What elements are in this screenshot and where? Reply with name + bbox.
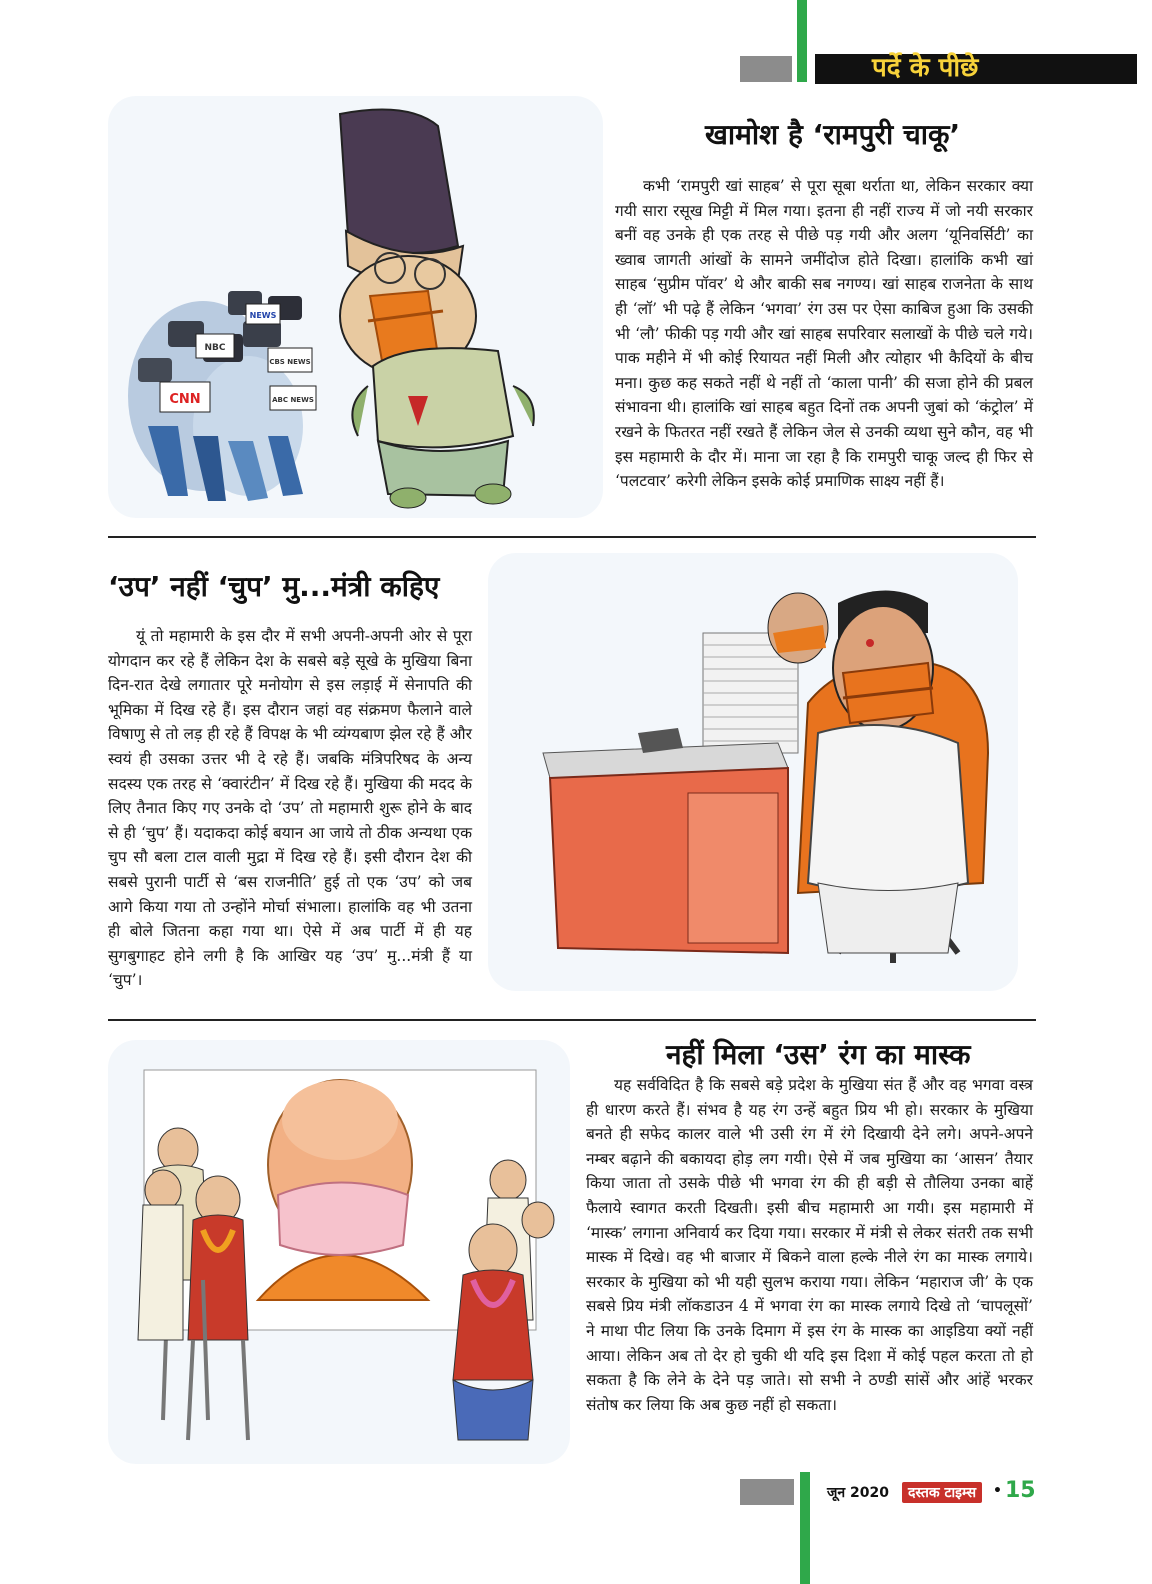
article-1-title: खामोश है ‘रामपुरी चाकू’	[705, 118, 961, 151]
background-man	[768, 593, 828, 663]
figure-khan	[340, 110, 534, 508]
header-green-bar	[797, 0, 807, 82]
footer-separator: •	[993, 1483, 1002, 1499]
cartoon-panel-3	[108, 1040, 570, 1464]
article-2-title: ‘उप’ नहीं ‘चुप’ मु...मंत्री कहिए	[108, 570, 440, 603]
article-1-body: कभी ‘रामपुरी खां साहब’ से पूरा सूबा थर्राता था, लेकिन सरकार क्या गयी सारा रसूख मिट्टी में मिल गया। इतना ही नहीं राज्य में जो नयी सरकार बनीं वह उनके ही एक तरह से पीछे पड़ गयी और अलग ‘यूनिवर्सिटी’ का ख्वाब जागती आंखों के सामने जमींदोज होते दिखा। हालांकि कभी खां साहब ‘सुप्रीम पॉवर’ थे और बाकी सब नगण्य। खां साहब राजनेता के साथ ही ‘लॉ’ भी पढ़े हैं लेकिन ‘भगवा’ रंग उस पर ऐसा काबिज हुआ कि उसकी भी ‘लौ’ फीकी पड़ गयी और खां साहब सपरिवार सलाखों के पीछे चले गये। पाक महीने में भी कोई रियायत नहीं मिली और त्योहार भी कैदियों के बीच मना। कुछ कह सकते नहीं थे नहीं तो ‘काला पानी’ की सजा होने की प्रबल संभावना थी। हालांकि खां साहब बहुत दिनों तक अपनी जुबां को ‘कंट्रोल’ में रखने के फितरत नहीं रखते हैं लेकिन जेल से उनकी व्यथा सुने कौन, वह भी इस महामारी के दौर में। माना जा रहा है कि रामपुरी चाकू जल्द ही फिर से ‘पलटवार’ करेगी लेकिन इसके कोई प्रमाणिक साक्ष्य नहीं हैं।	[615, 177, 1033, 491]
article-3-title: नहीं मिला ‘उस’ रंग का मास्क	[666, 1038, 971, 1071]
article-2-body: यूं तो महामारी के इस दौर में सभी अपनी-अपनी ओर से पूरा योगदान कर रहे हैं लेकिन देश के सबसे बड़े सूखे के मुखिया बिना दिन-रात देखे लगातार पूरे मनोयोग से इस लड़ाई में सेनापति की भूमिका में दिख रहे हैं। इस दौरान जहां वह संक्रमण फैलाने वाले विषाणु से तो लड़ ही रहे हैं विपक्ष के भी व्यंग्यबाण झेल रहे हैं और स्वयं ही उसका उत्तर भी दे रहे हैं। जबकि मंत्रिपरिषद के अन्य सदस्य एक तरह से ‘क्वारंटीन’ में दिख रहे हैं। मुखिया की मदद के लिए तैनात किए गए उनके दो ‘उप’ तो महामारी शुरू होने के बाद से ही ‘चुप’ हैं। यदाकदा कोई बयान आ जाये तो ठीक अन्यथा एक चुप सौ बला टाल वाली मुद्रा में दिख रहे हैं। इसी दौरान देश की सबसे पुरानी पार्टी से ‘बस राजनीति’ हुई तो एक ‘उप’ को जब आगे किया गया तो उन्होंने मोर्चा संभाला। हालांकि वह भी उतना ही बोले जितना कहा गया था। ऐसे में अब पार्टी में ही यह सुगबुगाहट होने लगी है कि आखिर यह ‘उप’ मु...मंत्री हैं या ‘चुप’।	[108, 627, 472, 990]
footer-green-bar	[800, 1472, 810, 1584]
news-label: NEWS	[249, 311, 277, 320]
cartoon-panel-1	[108, 96, 603, 518]
cartoon-mask-illustration	[108, 1040, 570, 1464]
media-crowd	[128, 291, 316, 501]
desk	[543, 728, 788, 953]
cartoon-rampuri-illustration	[108, 96, 603, 518]
nbc-label: NBC	[204, 343, 226, 353]
divider-2	[108, 1019, 1036, 1021]
abc-label: ABC NEWS	[272, 396, 314, 404]
page-number: 15	[1005, 1478, 1036, 1503]
section-title: पर्दे के पीछे	[872, 53, 979, 83]
header-gray-block	[740, 56, 792, 82]
cnn-label: CNN	[169, 392, 201, 407]
cartoon-panel-2	[488, 553, 1018, 991]
footer-brand: दस्तक टाइम्स	[902, 1482, 982, 1503]
divider-1	[108, 536, 1036, 538]
cbs-label: CBS NEWS	[269, 358, 311, 366]
cartoon-deputy-illustration	[488, 553, 1018, 991]
footer-issue: जून 2020	[827, 1485, 889, 1501]
article-3-body: यह सर्वविदित है कि सबसे बड़े प्रदेश के मुखिया संत हैं और वह भगवा वस्त्र ही धारण करते हैं। संभव है यह रंग उन्हें बहुत प्रिय भी हो। सरकार के मुखिया बनते ही सफेद कालर वाले भी उसी रंग में रंगे दिखायी देने लगे। अपने-अपने नम्बर बढ़ाने की बकायदा होड़ लग गयी। ऐसे में जब मुखिया का ‘आसन’ तैयार किया जाता तो उसके पीछे भी भगवा रंग की ही बड़ी से तौलिया उनका बाहें फैलाये स्वागत करती दिखती। इसी बीच महामारी आ गयी। इस महामारी में ‘मास्क’ लगाना अनिवार्य कर दिया गया। सरकार में मंत्री से लेकर संतरी तक सभी मास्क में दिखे। वह भी बाजार में बिकने वाला हल्के नीले रंग का मास्क लगाये। सरकार के मुखिया को भी यही सुलभ कराया गया। लेकिन ‘महाराज जी’ के एक सबसे प्रिय मंत्री लॉकडाउन 4 में भगवा रंग का मास्क लगाये दिखे तो ‘चापलूसों’ ने माथा पीट लिया कि उनके दिमाग में इस रंग के मास्क का आइडिया क्यों नहीं आया। लेकिन अब तो देर हो चुकी थी यदि इस दिशा में कोई पहल करता तो हो सकता है कि लेने के देने पड़ जाते। सो सभी ने ठण्डी सांसें और आंहें भरकर संतोष कर लिया कि अब कुछ नहीं हो सकता।	[586, 1076, 1033, 1414]
main-man	[808, 591, 968, 954]
footer-gray-block	[740, 1479, 794, 1505]
